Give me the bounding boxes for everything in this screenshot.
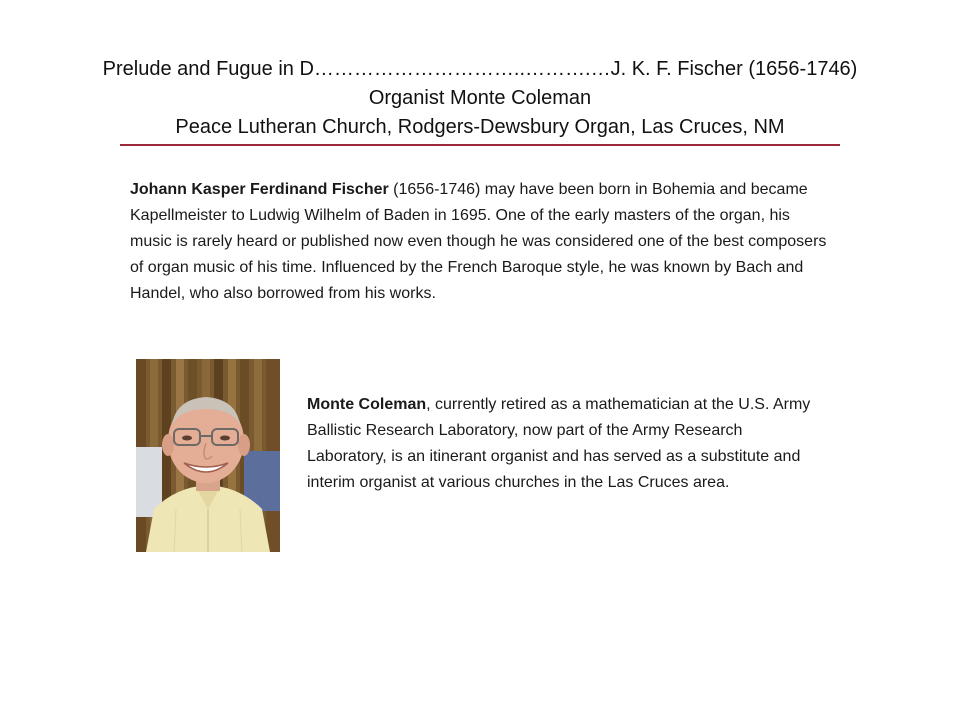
organist-bio-text: , currently retired as a mathematician at the U.S. Army Ballistic Research Laboratory, now part of the Army Research Laboratory, is an itinerant organist and has served as a substitute and interim organist at various churches in the Las Cruces area.	[307, 396, 811, 491]
organist-photo	[136, 359, 280, 552]
composer-bio-text: (1656-1746) may have been born in Bohemia and became Kapellmeister to Ludwig Wilhelm of Baden in 1695. One of the early masters of the organ, his music is rarely heard or published now even though he was considered one of the best composers of organ music of his time. Influenced by the French Baroque style, he was known by Bach and Handel, who also borrowed from his works.	[130, 181, 827, 302]
composer-bio	[130, 177, 830, 307]
composer-name: Johann Kasper Ferdinand Fischer	[130, 181, 389, 198]
title-venue-line: Peace Lutheran Church, Rodgers-Dewsbury Organ, Las Cruces, NM	[175, 116, 785, 138]
organist-bio	[307, 392, 817, 496]
title-divider	[120, 144, 840, 146]
organist-name: Monte Coleman	[307, 396, 427, 413]
program-title	[0, 55, 960, 142]
title-piece-line: Prelude and Fugue in D…………………………..……….…J. K. F. Fischer (1656-1746)	[102, 58, 858, 80]
title-organist-line: Organist Monte Coleman	[368, 87, 592, 109]
